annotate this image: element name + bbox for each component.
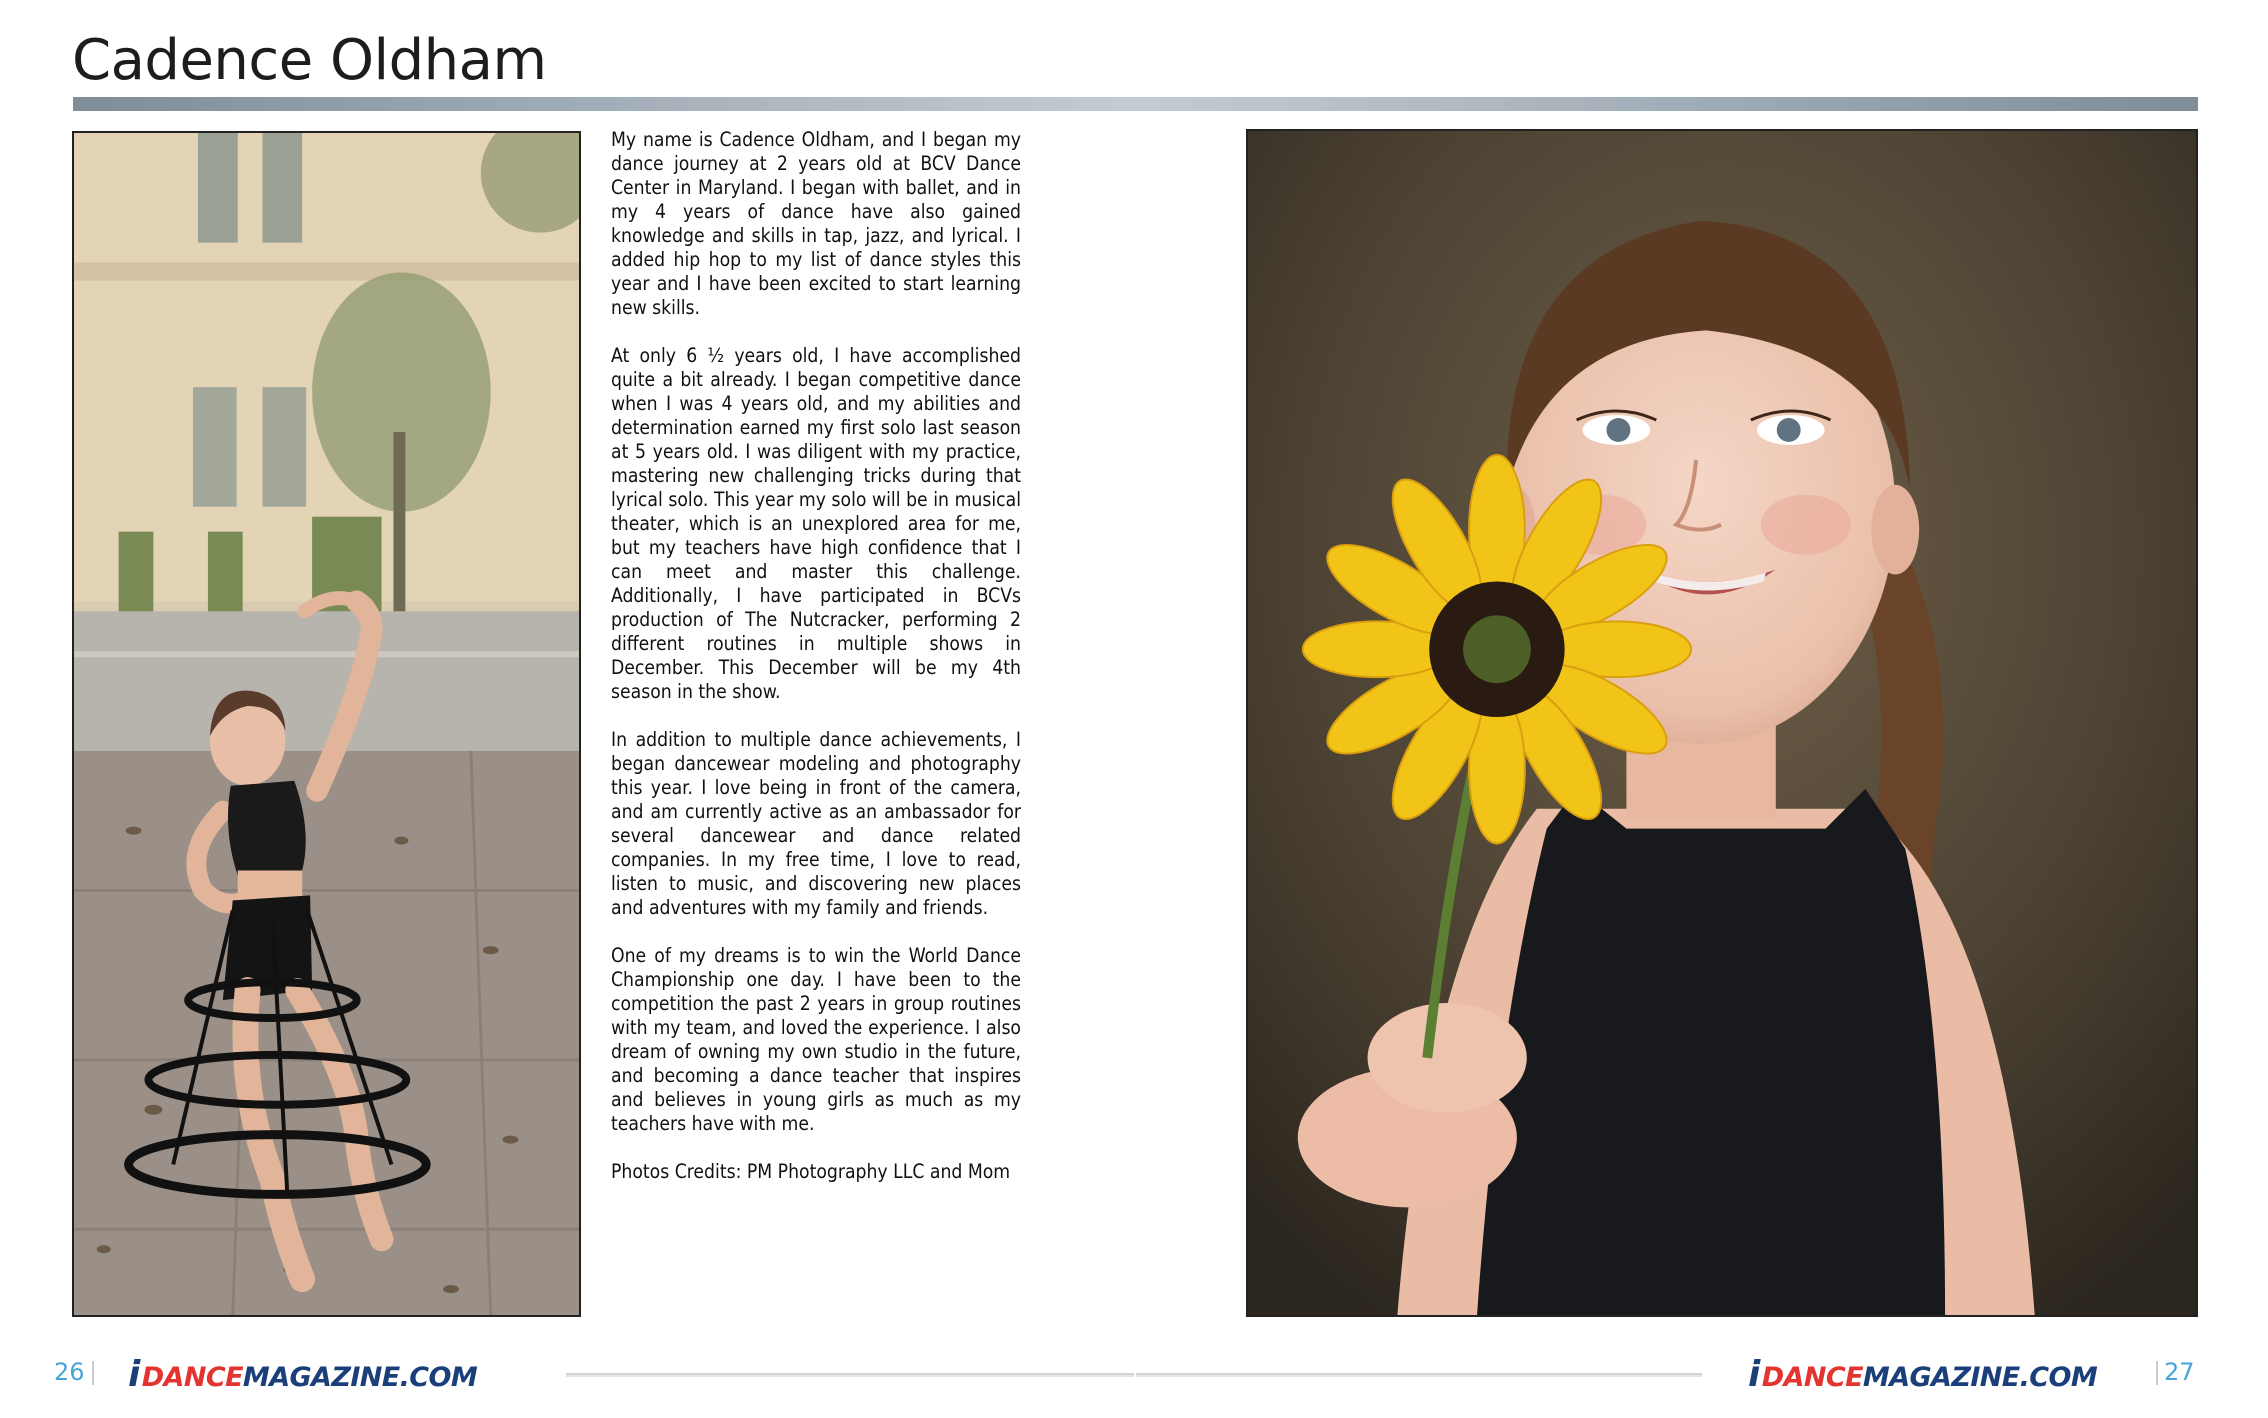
dance-pose-illustration bbox=[74, 133, 579, 1315]
title-divider-bar bbox=[73, 97, 2198, 111]
brand-logo-right bbox=[1748, 1354, 2097, 1395]
article-body bbox=[611, 128, 1021, 1184]
photo-credits: Photos Credits: PM Photography LLC and Mom bbox=[611, 1160, 1011, 1183]
footer-rule-left bbox=[566, 1373, 1134, 1377]
brand-logo-magazine: MAGAZINE.COM bbox=[1862, 1362, 2098, 1393]
footer-separator bbox=[2156, 1361, 2158, 1385]
article-paragraph: At only 6 ½ years old, I have accomplished quite a bit already. I began competitive dance when I was 4 years old, and my abilities and determination earned my first solo last season at 5 years old. I was diligent with my practice, mastering new challenging tricks during that lyrical solo. This year my solo will be in musical theater, which is an unexplored area for me, but my teachers have high confidence that I can meet and master this challenge. Additionally, I have participated in BCVs production of The Nutcracker, performing 2 different routines in multiple shows in December. This December will be my 4th season in the show. bbox=[611, 344, 1021, 703]
footer-rule-right bbox=[1136, 1373, 1702, 1377]
portrait-sunflower-photo bbox=[1246, 129, 2198, 1317]
article-paragraph: One of my dreams is to win the World Dance Championship one day. I have been to the competition the past 2 years in group routines with my team, and loved the experience. I also dream of owning my own studio in the future, and becoming a dance teacher that inspires and believes in young girls as much as my teachers have with me. bbox=[611, 944, 1021, 1135]
page-number-left: 26 bbox=[54, 1358, 85, 1386]
portrait-illustration bbox=[1248, 131, 2196, 1315]
brand-logo-dance: DANCE bbox=[1761, 1362, 1863, 1393]
brand-logo-i: i bbox=[128, 1354, 140, 1395]
page-title: Cadence Oldham bbox=[72, 28, 547, 93]
footer-separator bbox=[92, 1361, 94, 1385]
article-paragraph: My name is Cadence Oldham, and I began my dance journey at 2 years old at BCV Dance Center in Maryland. I began with ballet, and in my 4 years of dance have also gained knowledge and skills in tap, jazz, and lyrical. I added hip hop to my list of dance styles this year and I have been excited to start learning new skills. bbox=[611, 128, 1021, 319]
brand-logo-i: i bbox=[1748, 1354, 1760, 1395]
brand-logo-dance: DANCE bbox=[141, 1362, 243, 1393]
page-number-right: 27 bbox=[2164, 1358, 2195, 1386]
dance-pose-photo bbox=[72, 131, 581, 1317]
article-paragraph: In addition to multiple dance achievements, I began dancewear modeling and photography this year. I love being in front of the camera, and am currently active as an ambassador for several dancewear and dance related companies. In my free time, I love to read, listen to music, and discovering new places and adventures with my family and friends. bbox=[611, 728, 1021, 919]
brand-logo-left bbox=[128, 1354, 477, 1395]
brand-logo-magazine: MAGAZINE.COM bbox=[242, 1362, 478, 1393]
